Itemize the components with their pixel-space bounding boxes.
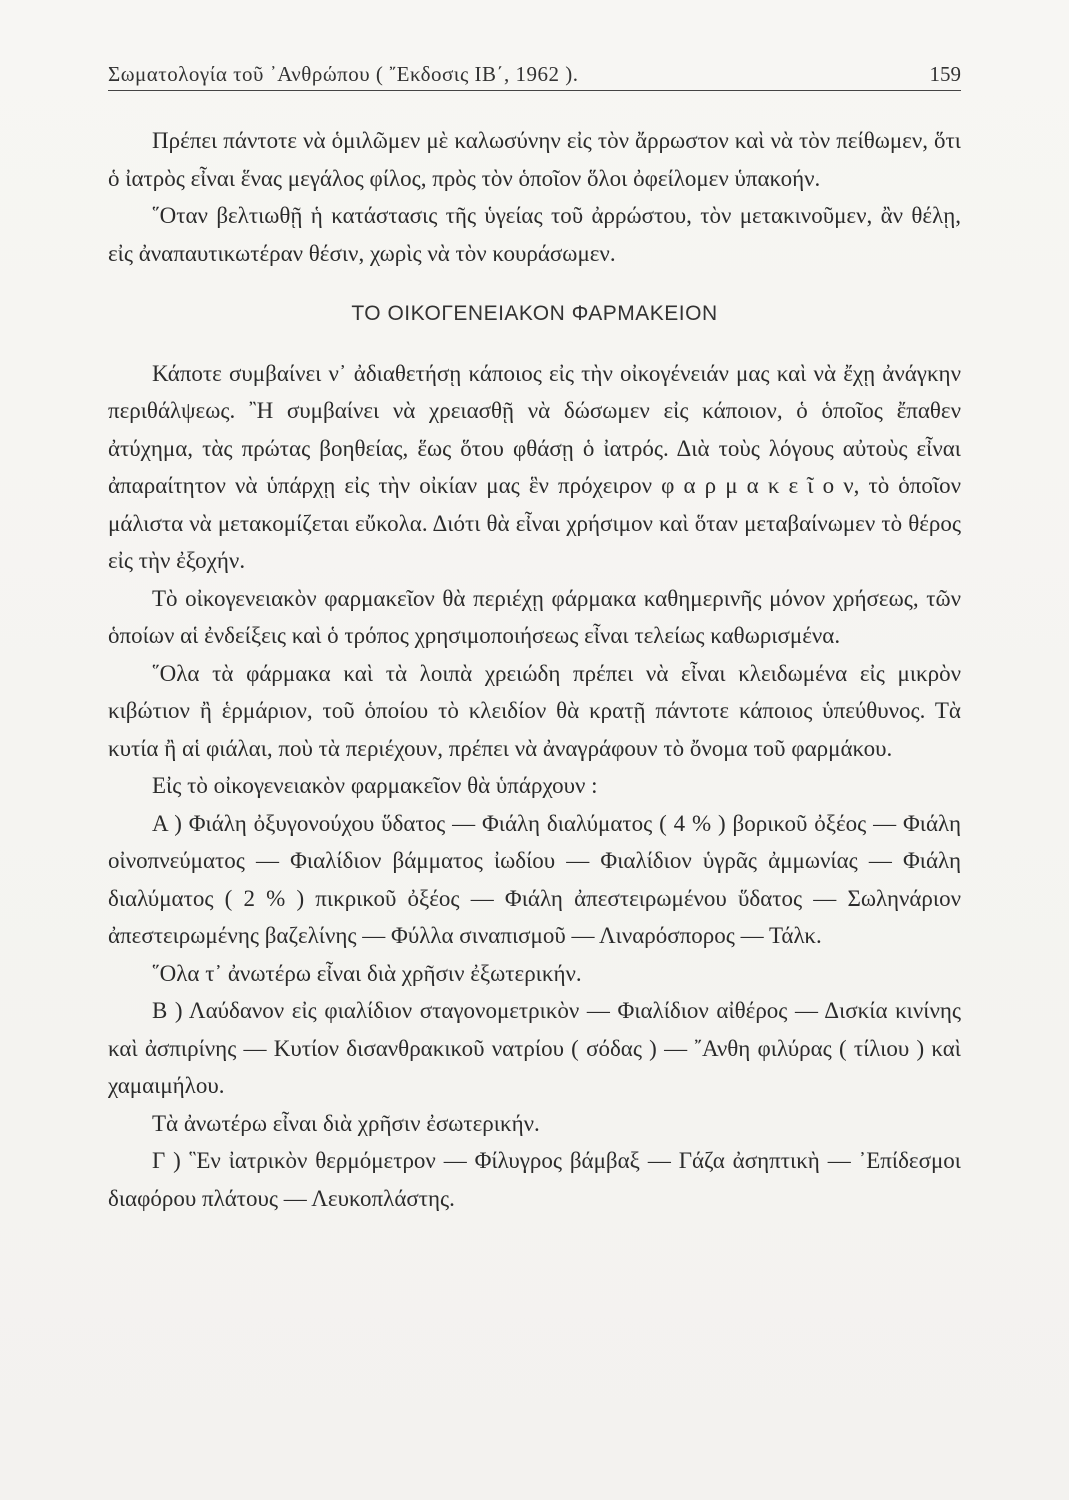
paragraph: Εἰς τὸ οἰκογενειακὸν φαρμακεῖον θὰ ὑπάρχουν : [152, 773, 598, 798]
body-text [108, 122, 961, 1217]
list-item-a: Α ) Φιάλη ὀξυγονούχου ὕδατος — Φιάλη διαλύματος ( 4 % ) βορικοῦ ὀξέος — Φιάλη οἰνοπνεύματος — Φιαλίδιον βάμματος ἰωδίου — Φιαλίδιον ὑγρᾶς ἀμμωνίας — Φιάλη διαλύματος ( 2 % ) πικρικοῦ ὀξέος — Φιάλη ἀπεστειρωμένου ὕδατος — Σωληνάριον ἀπεστειρωμένης βαζελίνης — Φύλλα σιναπισμοῦ — Λιναρόσπορος — Τάλκ. [108, 810, 961, 948]
running-title: Σωματολογία τοῦ ᾿Ανθρώπου ( ῎Εκδοσις ΙΒ΄, 1962 ). [108, 62, 579, 86]
paragraph: ῞Ολα τ᾿ ἀνωτέρω εἶναι διὰ χρῆσιν ἐξωτερικήν. [152, 960, 582, 986]
paragraph: ῞Ολα τὰ φάρμακα καὶ τὰ λοιπὰ χρειώδη πρέπει νὰ εἶναι κλειδωμένα εἰς μικρὸν κιβώτιον ἢ ἑρμάριον, τοῦ ὁποίου τὸ κλειδίον θὰ κρατῇ πάντοτε κάποιος ὑπεύθυνος. Τὰ κυτία ἢ αἱ φιάλαι, ποὺ τὰ περιέχουν, πρέπει νὰ ἀναγράφουν τὸ ὄνομα τοῦ φαρμάκου. [108, 660, 961, 761]
paragraph: Τὸ οἰκογενειακὸν φαρμακεῖον θὰ περιέχῃ φάρμακα καθημερινῆς μόνον χρήσεως, τῶν ὁποίων αἱ ἐνδείξεις καὶ ὁ τρόπος χρησιμοποιήσεως εἶναι τελείως καθωρισμένα. [108, 585, 961, 648]
paragraph: Κάποτε συμβαίνει ν᾿ ἀδιαθετήσῃ κάποιος εἰς τὴν οἰκογένειάν μας καὶ νὰ ἔχῃ ἀνάγκην περιθάλψεως. ῍Η συμβαίνει νὰ χρειασθῇ νὰ δώσωμεν εἰς κάποιον, ὁ ὁποῖος ἔπαθεν ἀτύχημα, τὰς πρώτας βοηθείας, ἕως ὅτου φθάσῃ ὁ ἰατρός. Διὰ τοὺς λόγους αὐτοὺς εἶναι ἀπαραίτητον νὰ ὑπάρχῃ εἰς τὴν οἰκίαν μας ἓν πρόχειρον φ α ρ μ α κ ε ῖ ο ν, τὸ ὁποῖον μάλιστα νὰ μετακομίζεται εὔκολα. Διότι θὰ εἶναι χρήσιμον καὶ ὅταν μεταβαίνωμεν τὸ θέρος εἰς τὴν ἐξοχήν. [108, 360, 961, 573]
page-header [108, 52, 961, 92]
paragraph: ῞Οταν βελτιωθῇ ἡ κατάστασις τῆς ὑγείας τοῦ ἀρρώστου, τὸν μετακινοῦμεν, ἂν θέλῃ, εἰς ἀναπαυτικωτέραν θέσιν, χωρὶς νὰ τὸν κουράσωμεν. [108, 203, 961, 266]
list-item-b: Β ) Λαύδανον εἰς φιαλίδιον σταγονομετρικὸν — Φιαλίδιον αἰθέρος — Δισκία κινίνης καὶ ἀσπιρίνης — Κυτίον δισανθρακικοῦ νατρίου ( σόδας ) — ῎Ανθη φιλύρας ( τίλιου ) καὶ χαμαιμήλου. [108, 998, 961, 1098]
list-item-c: Γ ) ῝Εν ἰατρικὸν θερμόμετρον — Φίλυγρος βάμβαξ — Γάζα ἀσηπτικὴ — ᾿Επίδεσμοι διαφόρου πλάτους — Λευκοπλάστης. [108, 1148, 961, 1211]
header-rule [108, 90, 961, 91]
page-number: 159 [929, 62, 961, 86]
section-heading: ΤΟ ΟΙΚΟΓΕΝΕΙΑΚΟΝ ΦΑΡΜΑΚΕΙΟΝ [351, 302, 718, 325]
paragraph: Τὰ ἀνωτέρω εἶναι διὰ χρῆσιν ἐσωτερικήν. [152, 1110, 540, 1136]
paragraph: Πρέπει πάντοτε νὰ ὁμιλῶμεν μὲ καλωσύνην εἰς τὸν ἄρρωστον καὶ νὰ τὸν πείθωμεν, ὅτι ὁ ἰατρὸς εἶναι ἕνας μεγάλος φίλος, πρὸς τὸν ὁποῖον ὅλοι ὀφείλομεν ὑπακοήν. [108, 128, 961, 191]
